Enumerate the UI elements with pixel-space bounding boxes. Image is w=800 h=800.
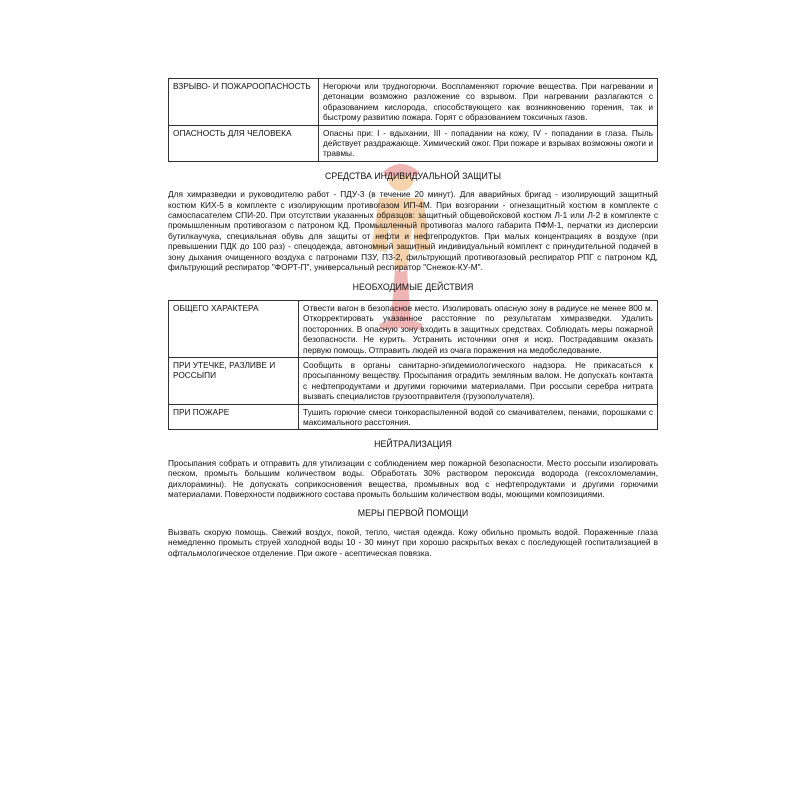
action-text-fire: Тушить горючие смеси тонкораспыленной водой со смачивателем, пенами, порошками с максимального расстояния. bbox=[299, 404, 658, 430]
table-row bbox=[169, 404, 658, 430]
document-page bbox=[168, 78, 658, 558]
neutralization-text: Просыпания собрать и отправить для утилизации с соблюдением мер пожарной безопасности. Место россыпи изолировать песком, промыть большим количеством воды. Обработать 30% раствором пероксида водорода (гексохломеламин, дихлорамины). Не допускать соприкосновения вещества, промывных вод с нефтепродуктами и другими горючими материалами. Поверхности подвижного состава промыть большим количеством воды, моющими композициями. bbox=[168, 457, 658, 499]
action-label-general: ОБЩЕГО ХАРАКТЕРА bbox=[169, 300, 299, 357]
hazard-table bbox=[168, 78, 658, 162]
first-aid-text: Вызвать скорую помощь. Свежий воздух, покой, тепло, чистая одежда. Кожу обильно промыть водой. Пораженные глаза немедленно промыть струей холодной воды 10 - 30 минут при хорошо раскрытых веках с последующей госпитализацией в офтальмологическое отделение. При ожоге - асептическая повязка. bbox=[168, 526, 658, 558]
action-text-spill: Сообщить в органы санитарно-эпидемиологического надзора. Не прикасаться к просыпанному веществу. Просыпания оградить земляным валом. Не допускать контакта с нефтепродуктами и другими горючими материалами. При россыпи серебра нитрата вызвать специалистов грузоотправителя (грузополучателя). bbox=[299, 357, 658, 404]
action-label-fire: ПРИ ПОЖАРЕ bbox=[169, 404, 299, 430]
hazard-text-human: Опасны при: I - вдыхании, III - попадании на кожу, IV - попадании в глаза. Пыль действует раздражающе. Химический ожог. При пожаре и взрывах возможны ожоги и травмы. bbox=[319, 125, 658, 161]
table-row bbox=[169, 300, 658, 357]
first-aid-title: МЕРЫ ПЕРВОЙ ПОМОЩИ bbox=[357, 508, 469, 519]
ppe-title: СРЕДСТВА ИНДИВИДУАЛЬНОЙ ЗАЩИТЫ bbox=[324, 170, 502, 181]
ppe-text: Для химразведки и руководителю работ - ПДУ-3 (в течение 20 минут). Для аварийных бригад - изолирующий защитный костюм КИХ-5 в комплекте с изолирующим противогазом ИП-4М. При возгорании - огнезащитный костюм в комплекте с самоспасателем СПИ-20. При отсутствии указанных образцов: защитный общевойсковой костюм Л-1 или Л-2 в комплекте с промышленным противогазом с патроном КД. Промышленный противогаз малого габарита ПФМ-1, перчатки из дисперсии бутилкаучука, специальная обувь для защиты от нефти и нефтепродуктов. При малых концентрациях в воздухе (при превышении ПДК до 100 раз) - спецодежда, автономный защитный индивидуальный комплект с принудительной подачей в зону дыхания очищенного воздуха с патронами ПЗУ, ПЗ-2, фильтрующий противогазовый респиратор РПГ с патроном КД, фильтрующий респиратор "ФОРТ-П", универсальный респиратор "Снежок-КУ-М". bbox=[168, 189, 658, 273]
actions-table bbox=[168, 300, 658, 430]
hazard-label-human: ОПАСНОСТЬ ДЛЯ ЧЕЛОВЕКА bbox=[169, 125, 319, 161]
table-row bbox=[169, 79, 658, 126]
table-row bbox=[169, 125, 658, 161]
hazard-text-fire: Негорючи или трудногорючи. Воспламеняют горючие вещества. При нагревании и детонации возможно разложение со взрывом. При нагревании разлагаются с образованием кислорода, способствующего как возникновению горения, так и быстрому развитию пожара. Горят с образованием токсичных газов. bbox=[319, 79, 658, 126]
action-label-spill: ПРИ УТЕЧКЕ, РАЗЛИВЕ И РОССЫПИ bbox=[169, 357, 299, 404]
table-row bbox=[169, 357, 658, 404]
hazard-label-fire: ВЗРЫВО- И ПОЖАРООПАСНОСТЬ bbox=[169, 79, 319, 126]
action-text-general: Отвести вагон в безопасное место. Изолировать опасную зону в радиусе не менее 800 м. Откорректировать указанное расстояние по результатам химразведки. Удалить посторонних. В опасную зону входить в защитных средствах. Соблюдать меры пожарной безопасности. Не курить. Устранить источники огня и искр. Пострадавшим оказать первую помощь. Отправить людей из очага поражения на медобследование. bbox=[299, 300, 658, 357]
neutralization-title: НЕЙТРАЛИЗАЦИЯ bbox=[374, 439, 452, 450]
actions-title: НЕОБХОДИМЫЕ ДЕЙСТВИЯ bbox=[352, 281, 474, 292]
